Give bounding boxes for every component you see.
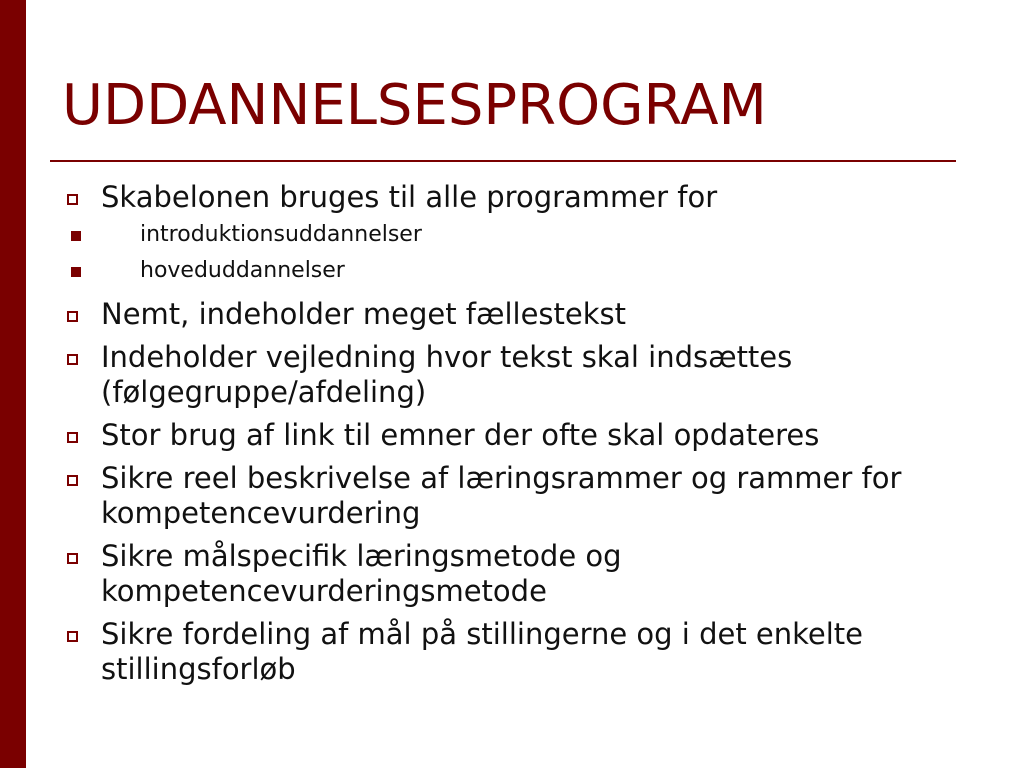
bullet-item	[62, 539, 972, 609]
bullet-item	[62, 418, 972, 453]
hollow-square-bullet-icon	[67, 354, 78, 365]
hollow-square-bullet-icon	[67, 553, 78, 564]
bullet-item	[62, 180, 972, 289]
bullet-text: Skabelonen bruges til alle programmer for	[101, 180, 718, 214]
bullet-item	[62, 297, 972, 332]
bullet-text: Sikre fordeling af mål på stillingerne og i det enkelte stillingsforløb	[101, 617, 864, 686]
hollow-square-bullet-icon	[67, 311, 78, 322]
bullet-text: Indeholder vejledning hvor tekst skal indsættes (følgegruppe/afdeling)	[101, 340, 793, 409]
title-divider	[50, 160, 956, 162]
left-accent-bar	[0, 0, 26, 768]
bullet-list	[62, 180, 972, 695]
hollow-square-bullet-icon	[67, 432, 78, 443]
hollow-square-bullet-icon	[67, 475, 78, 486]
hollow-square-bullet-icon	[67, 194, 78, 205]
filled-square-bullet-icon	[71, 231, 81, 241]
bullet-text: Nemt, indeholder meget fællestekst	[101, 297, 627, 331]
sub-bullet-item	[57, 217, 972, 253]
bullet-item	[62, 617, 972, 687]
bullet-item	[62, 461, 972, 531]
sub-bullet-text: hoveduddannelser	[140, 258, 345, 283]
filled-square-bullet-icon	[71, 267, 81, 277]
sub-bullet-text: introduktionsuddannelser	[140, 222, 422, 247]
bullet-text: Stor brug af link til emner der ofte skal opdateres	[101, 418, 820, 452]
slide-title: UDDANNELSESPROGRAM	[62, 73, 767, 138]
hollow-square-bullet-icon	[67, 631, 78, 642]
sub-bullet-list	[101, 217, 972, 289]
bullet-text: Sikre reel beskrivelse af læringsrammer og rammer for kompetencevurdering	[101, 461, 902, 530]
sub-bullet-item	[57, 253, 972, 289]
bullet-text: Sikre målspecifik læringsmetode og kompetencevurderingsmetode	[101, 539, 622, 608]
bullet-item	[62, 340, 972, 410]
